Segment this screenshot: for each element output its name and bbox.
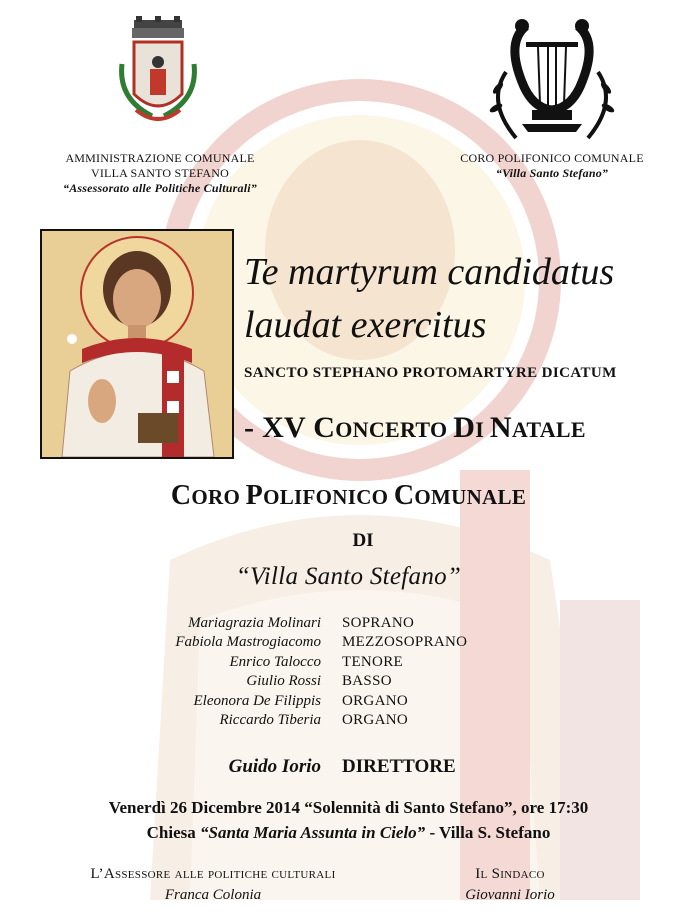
performer-role: SOPRANO — [342, 615, 415, 631]
administration-line-2: VILLA SANTO STEFANO — [90, 166, 230, 180]
choir-omunale: OMUNALE — [414, 485, 527, 509]
concert-title — [244, 411, 684, 445]
choir-name-title — [0, 480, 697, 512]
mayor-title: Il Sindaco — [475, 866, 545, 882]
mayor-name: Giovanni Iorio — [465, 887, 555, 903]
event-date-line: Venerdì 26 Dicembre 2014 “Solennità di Santo Stefano”, ore 17:30 — [108, 798, 589, 817]
concert-atale: ATALE — [511, 417, 586, 442]
performer-name: Mariagrazia Molinari — [188, 615, 321, 631]
choir-olifonico: OLIFONICO — [263, 485, 394, 509]
concert-d: D — [453, 411, 476, 444]
lyre-choir-logo — [476, 12, 628, 150]
performer-name: Fabiola Mastrogiacomo — [175, 634, 321, 651]
concert-prefix: - XV — [244, 411, 314, 444]
performer-row — [100, 692, 620, 711]
administration-header — [40, 151, 280, 196]
saint-stephen-portrait — [42, 231, 232, 457]
assessor-name: Franca Colonia — [164, 887, 262, 903]
dedication-line: SANCTO STEPHANO PROTOMARTYRE DICATUM — [244, 365, 617, 381]
church-suffix: - Villa S. Stefano — [425, 823, 551, 842]
motto-line-1: Te martyrum candidatus — [244, 251, 615, 293]
choir-oro: ORO — [191, 485, 246, 509]
choir-c2: C — [393, 480, 415, 511]
motto-line-2: laudat exercitus — [244, 304, 487, 346]
administration-line-3: “Assessorato alle Politiche Culturali” — [63, 181, 257, 195]
performer-row — [100, 711, 620, 730]
concert-oncerto: ONCERTO — [335, 417, 454, 442]
performer-name: Eleonora De Filippis — [193, 692, 321, 709]
concert-c: C — [313, 411, 336, 444]
choir-header — [430, 151, 674, 181]
performers-list — [100, 614, 620, 730]
choir-village: “Villa Santo Stefano” — [235, 563, 462, 590]
performer-name: Giulio Rossi — [246, 673, 321, 690]
choir-header-line-2: “Villa Santo Stefano” — [495, 166, 609, 180]
concert-n: N — [489, 411, 512, 444]
church-prefix: Chiesa — [146, 823, 201, 842]
performer-row — [100, 614, 620, 633]
performer-role: BASSO — [342, 673, 392, 690]
assessor-title: L’Assessore alle politiche culturali — [90, 866, 336, 882]
choir-c: C — [170, 480, 192, 511]
performer-row — [100, 672, 620, 691]
performer-role: ORGANO — [342, 692, 408, 709]
concert-i: I — [475, 417, 490, 442]
performer-name: Riccardo Tiberia — [219, 711, 321, 728]
director-row — [100, 754, 620, 780]
church-name: “Santa Maria Assunta in Cielo” — [200, 823, 426, 842]
comune-coat-of-arms-logo — [112, 14, 204, 132]
performer-row — [100, 653, 620, 672]
director-role: DIRETTORE — [342, 756, 456, 777]
mayor-signature — [430, 864, 590, 906]
saint-stephen-icon-image — [40, 229, 234, 459]
motto-title — [244, 246, 684, 352]
performer-role: ORGANO — [342, 711, 408, 728]
event-info — [0, 795, 697, 845]
performer-row — [100, 633, 620, 652]
assessor-signature — [50, 864, 376, 906]
director-name: Guido Iorio — [228, 756, 321, 777]
performer-role: MEZZOSOPRANO — [342, 634, 468, 651]
choir-di: DI — [352, 530, 374, 551]
event-church-line — [0, 820, 697, 845]
administration-line-1: AMMINISTRAZIONE COMUNALE — [65, 151, 255, 165]
performer-role: TENORE — [342, 653, 403, 670]
choir-header-line-1: CORO POLIFONICO COMUNALE — [460, 151, 644, 165]
performer-name: Enrico Talocco — [229, 653, 321, 670]
choir-p: P — [245, 480, 264, 511]
